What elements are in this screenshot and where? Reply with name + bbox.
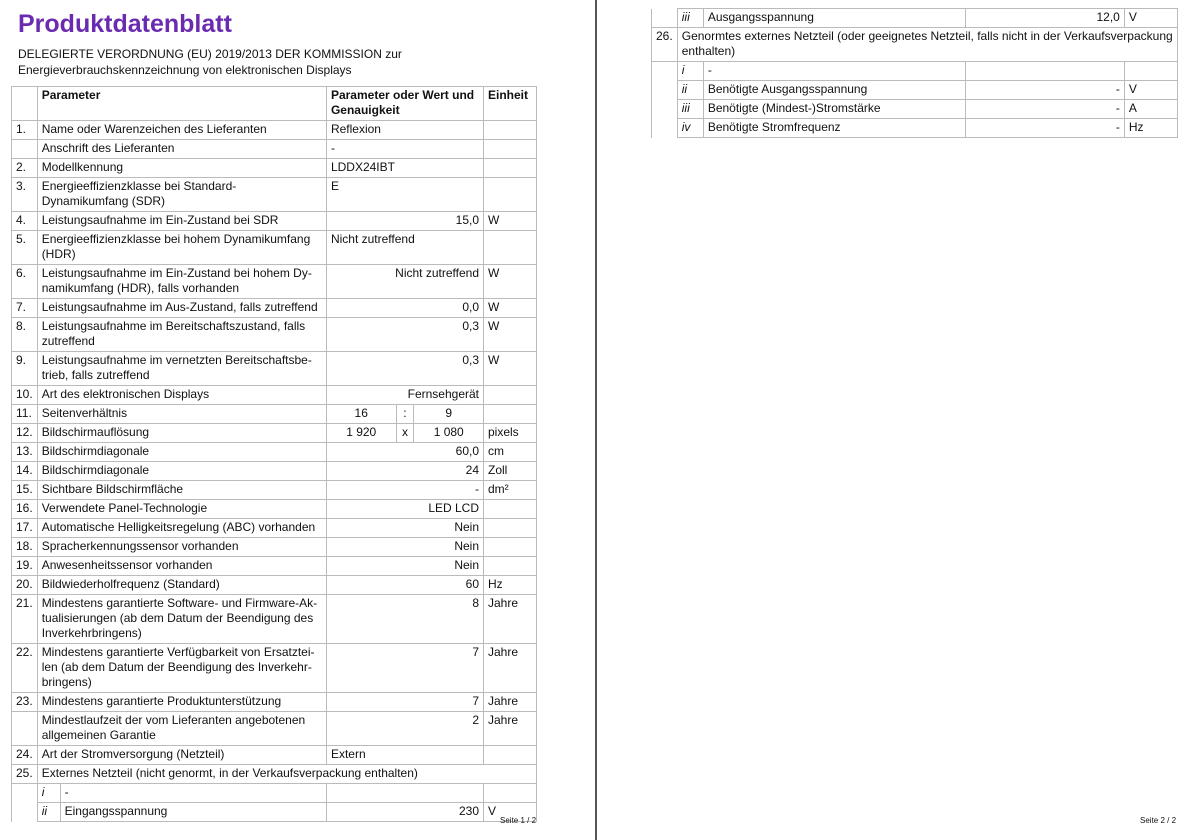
- table-row: [12, 121, 537, 140]
- row-value: LED LCD: [326, 500, 483, 519]
- table-subrow: [652, 81, 1178, 100]
- row-unit: [484, 784, 537, 803]
- table-row: [12, 212, 537, 231]
- table-row: [12, 519, 537, 538]
- header-value: Parameter oder Wert und Genauigkeit: [326, 87, 483, 121]
- row-number: 16.: [12, 500, 38, 519]
- row-number: [12, 140, 38, 159]
- row-parameter: -: [60, 784, 326, 803]
- row-number: 26.: [652, 28, 678, 62]
- row-unit: [484, 231, 537, 265]
- row-unit: W: [484, 352, 537, 386]
- table-row: [12, 231, 537, 265]
- row-value: [326, 784, 483, 803]
- row-unit: Jahre: [484, 595, 537, 644]
- row-number: 25.: [12, 765, 38, 784]
- row-number: [652, 9, 678, 28]
- table-row: [12, 443, 537, 462]
- row-number: 10.: [12, 386, 38, 405]
- row-unit: V: [1124, 81, 1177, 100]
- row-number: 6.: [12, 265, 38, 299]
- row-unit: A: [1124, 100, 1177, 119]
- header-unit: Einheit: [484, 87, 537, 121]
- row-value: 8: [326, 595, 483, 644]
- page-1: [0, 0, 595, 840]
- row-parameter: Automatische Helligkeitsregelung (ABC) vorhanden: [37, 519, 326, 538]
- row-roman: iii: [677, 100, 703, 119]
- row-value: 15,0: [326, 212, 483, 231]
- row-roman: iv: [677, 119, 703, 138]
- table-row: [12, 299, 537, 318]
- row-number: [652, 81, 678, 100]
- row-parameter: Benötigte (Mindest-)Stromstärke: [703, 100, 966, 119]
- row-parameter: Anwesenheitssensor vorhanden: [37, 557, 326, 576]
- row-number: [652, 100, 678, 119]
- row-value: Nein: [326, 519, 483, 538]
- row-parameter: Energieeffizienzklasse bei hohem Dynamikumfang (HDR): [37, 231, 326, 265]
- row-number: [12, 712, 38, 746]
- row-unit: cm: [484, 443, 537, 462]
- row-unit: Hz: [1124, 119, 1177, 138]
- row-unit: [484, 140, 537, 159]
- row-value: 0,3: [326, 352, 483, 386]
- row-number: 5.: [12, 231, 38, 265]
- row-value: 60,0: [326, 443, 483, 462]
- row-number: 24.: [12, 746, 38, 765]
- row-unit: W: [484, 299, 537, 318]
- row-value: -: [966, 119, 1124, 138]
- row-parameter: Anschrift des Lieferanten: [37, 140, 326, 159]
- table-subrow: [652, 100, 1178, 119]
- row-parameter: Leistungsaufnahme im Ein-Zustand bei SDR: [37, 212, 326, 231]
- table-row: [12, 462, 537, 481]
- row-value: 2: [326, 712, 483, 746]
- row-value: 0,0: [326, 299, 483, 318]
- row-parameter: Leistungsaufnahme im Bereitschaftszustand, falls zutreffend: [37, 318, 326, 352]
- row-parameter: Mindestlaufzeit der vom Lieferanten angebotenen allgemeinen Garantie: [37, 712, 326, 746]
- row-parameter: Bildschirmdiagonale: [37, 462, 326, 481]
- row-roman: ii: [37, 803, 60, 822]
- row-number: 15.: [12, 481, 38, 500]
- table-row: [12, 693, 537, 712]
- row-unit: V: [1124, 9, 1177, 28]
- row-value: -: [966, 100, 1124, 119]
- row-parameter: Spracherkennungssensor vorhanden: [37, 538, 326, 557]
- row-value: E: [326, 178, 483, 212]
- row-number: 3.: [12, 178, 38, 212]
- row-value-separator: :: [396, 405, 414, 424]
- row-unit: [484, 519, 537, 538]
- row-parameter: Mindestens garantierte Produktunterstützung: [37, 693, 326, 712]
- row-roman: iii: [677, 9, 703, 28]
- row-number: 1.: [12, 121, 38, 140]
- table-row: [12, 265, 537, 299]
- row-parameter: Art der Stromversorgung (Netzteil): [37, 746, 326, 765]
- table-row: [12, 352, 537, 386]
- table-row: [12, 140, 537, 159]
- row-unit: [484, 405, 537, 424]
- row-unit: Hz: [484, 576, 537, 595]
- row-unit: W: [484, 265, 537, 299]
- row-value: Nein: [326, 538, 483, 557]
- row-value: Fernsehgerät: [326, 386, 483, 405]
- row-number: 23.: [12, 693, 38, 712]
- document-title: Produktdatenblatt: [18, 10, 232, 38]
- table-row: [12, 500, 537, 519]
- row-value: 230: [326, 803, 483, 822]
- row-unit: Jahre: [484, 693, 537, 712]
- row-number: 22.: [12, 644, 38, 693]
- row-parameter: Seitenverhältnis: [37, 405, 326, 424]
- row-parameter: Leistungsaufnahme im vernetzten Bereitschaftsbe-trieb, falls zutreffend: [37, 352, 326, 386]
- row-unit: [484, 500, 537, 519]
- row-unit: [484, 178, 537, 212]
- row-number: [652, 119, 678, 138]
- row-number: 11.: [12, 405, 38, 424]
- table-subrow: [12, 803, 537, 822]
- row-number: [12, 803, 38, 822]
- row-parameter: Name oder Warenzeichen des Lieferanten: [37, 121, 326, 140]
- row-unit: [484, 557, 537, 576]
- row-unit: Jahre: [484, 644, 537, 693]
- row-number: 18.: [12, 538, 38, 557]
- row-value: 24: [326, 462, 483, 481]
- row-number: 20.: [12, 576, 38, 595]
- row-parameter: Verwendete Panel-Technologie: [37, 500, 326, 519]
- row-number: [12, 784, 38, 803]
- row-unit: Zoll: [484, 462, 537, 481]
- table-row: [12, 481, 537, 500]
- row-value: [966, 62, 1124, 81]
- table-row: [12, 386, 537, 405]
- table-subrow: [652, 62, 1178, 81]
- row-parameter: Mindestens garantierte Software- und Firmware-Ak-tualisierungen (ab dem Datum der Beendigung des Inverkehrbringens): [37, 595, 326, 644]
- table-header-row: [12, 87, 537, 121]
- row-parameter: Leistungsaufnahme im Ein-Zustand bei hohem Dy-namikumfang (HDR), falls vorhanden: [37, 265, 326, 299]
- row-number: 21.: [12, 595, 38, 644]
- row-parameter: Genormtes externes Netzteil (oder geeignetes Netzteil, falls nicht in der Verkaufsverpackung enthalten): [677, 28, 1177, 62]
- row-value: Reflexion: [326, 121, 483, 140]
- table-row: [12, 318, 537, 352]
- table-row: [12, 178, 537, 212]
- regulation-text: DELEGIERTE VERORDNUNG (EU) 2019/2013 DER KOMMISSION zur Energieverbrauchskennzeichnung von elektronischen Displays: [18, 47, 402, 77]
- row-unit: [484, 121, 537, 140]
- row-value: 7: [326, 693, 483, 712]
- row-unit: [484, 386, 537, 405]
- header-num: [12, 87, 38, 121]
- row-number: 14.: [12, 462, 38, 481]
- row-number: 12.: [12, 424, 38, 443]
- table-row: [12, 765, 537, 784]
- row-number: 19.: [12, 557, 38, 576]
- row-number: 2.: [12, 159, 38, 178]
- table-row: [12, 538, 537, 557]
- table-subrow: [652, 9, 1178, 28]
- row-unit: pixels: [484, 424, 537, 443]
- row-unit: dm²: [484, 481, 537, 500]
- row-unit: [1124, 62, 1177, 81]
- row-value: Nein: [326, 557, 483, 576]
- table-subrow: [12, 784, 537, 803]
- row-roman: ii: [677, 81, 703, 100]
- row-value: Extern: [326, 746, 483, 765]
- row-parameter: Externes Netzteil (nicht genormt, in der Verkaufsverpackung enthalten): [37, 765, 536, 784]
- row-parameter: Bildwiederholfrequenz (Standard): [37, 576, 326, 595]
- table-row: [12, 644, 537, 693]
- row-parameter: Modellkennung: [37, 159, 326, 178]
- row-value: 16: [326, 405, 396, 424]
- row-parameter: Leistungsaufnahme im Aus-Zustand, falls zutreffend: [37, 299, 326, 318]
- row-value-2: 1 080: [414, 424, 484, 443]
- row-value: -: [326, 140, 483, 159]
- header-parameter: Parameter: [37, 87, 326, 121]
- row-value: 1 920: [326, 424, 396, 443]
- row-number: 13.: [12, 443, 38, 462]
- row-unit: [484, 746, 537, 765]
- row-number: [652, 62, 678, 81]
- row-parameter: Art des elektronischen Displays: [37, 386, 326, 405]
- row-unit: V: [484, 803, 537, 822]
- table-row: [12, 405, 537, 424]
- row-parameter: Eingangsspannung: [60, 803, 326, 822]
- row-parameter: Benötigte Stromfrequenz: [703, 119, 966, 138]
- row-parameter: Ausgangsspannung: [703, 9, 966, 28]
- table-row: [12, 557, 537, 576]
- row-value: 60: [326, 576, 483, 595]
- row-roman: i: [677, 62, 703, 81]
- row-value: Nicht zutreffend: [326, 231, 483, 265]
- row-value-separator: x: [396, 424, 414, 443]
- table-row: [12, 424, 537, 443]
- row-value: LDDX24IBT: [326, 159, 483, 178]
- row-unit: W: [484, 318, 537, 352]
- page-footer: Seite 1 / 2: [500, 816, 537, 825]
- table-row: [12, 576, 537, 595]
- row-number: 17.: [12, 519, 38, 538]
- table-subrow: [652, 119, 1178, 138]
- row-value: Nicht zutreffend: [326, 265, 483, 299]
- row-parameter: -: [703, 62, 966, 81]
- row-value: 7: [326, 644, 483, 693]
- table-row: [12, 595, 537, 644]
- table-row: [12, 159, 537, 178]
- row-parameter: Benötigte Ausgangsspannung: [703, 81, 966, 100]
- row-unit: Jahre: [484, 712, 537, 746]
- row-value: 0,3: [326, 318, 483, 352]
- row-roman: i: [37, 784, 60, 803]
- row-number: 4.: [12, 212, 38, 231]
- row-parameter: Sichtbare Bildschirmfläche: [37, 481, 326, 500]
- table-row: [12, 746, 537, 765]
- row-parameter: Energieeffizienzklasse bei Standard-Dynamikumfang (SDR): [37, 178, 326, 212]
- row-value: -: [326, 481, 483, 500]
- row-value: -: [966, 81, 1124, 100]
- row-unit: W: [484, 212, 537, 231]
- row-value-2: 9: [414, 405, 484, 424]
- row-parameter: Bildschirmdiagonale: [37, 443, 326, 462]
- row-unit: [484, 538, 537, 557]
- table-row: [652, 28, 1178, 62]
- row-unit: [484, 159, 537, 178]
- page-footer: Seite 2 / 2: [1140, 816, 1177, 825]
- table-row: [12, 712, 537, 746]
- datasheet-table: [11, 86, 537, 822]
- row-parameter: Mindestens garantierte Verfügbarkeit von Ersatztei-len (ab dem Datum der Beendigung des Inverkehr-bringens): [37, 644, 326, 693]
- row-number: 8.: [12, 318, 38, 352]
- row-value: 12,0: [966, 9, 1124, 28]
- datasheet-table-continued: [651, 8, 1178, 138]
- row-parameter: Bildschirmauflösung: [37, 424, 326, 443]
- row-number: 7.: [12, 299, 38, 318]
- row-number: 9.: [12, 352, 38, 386]
